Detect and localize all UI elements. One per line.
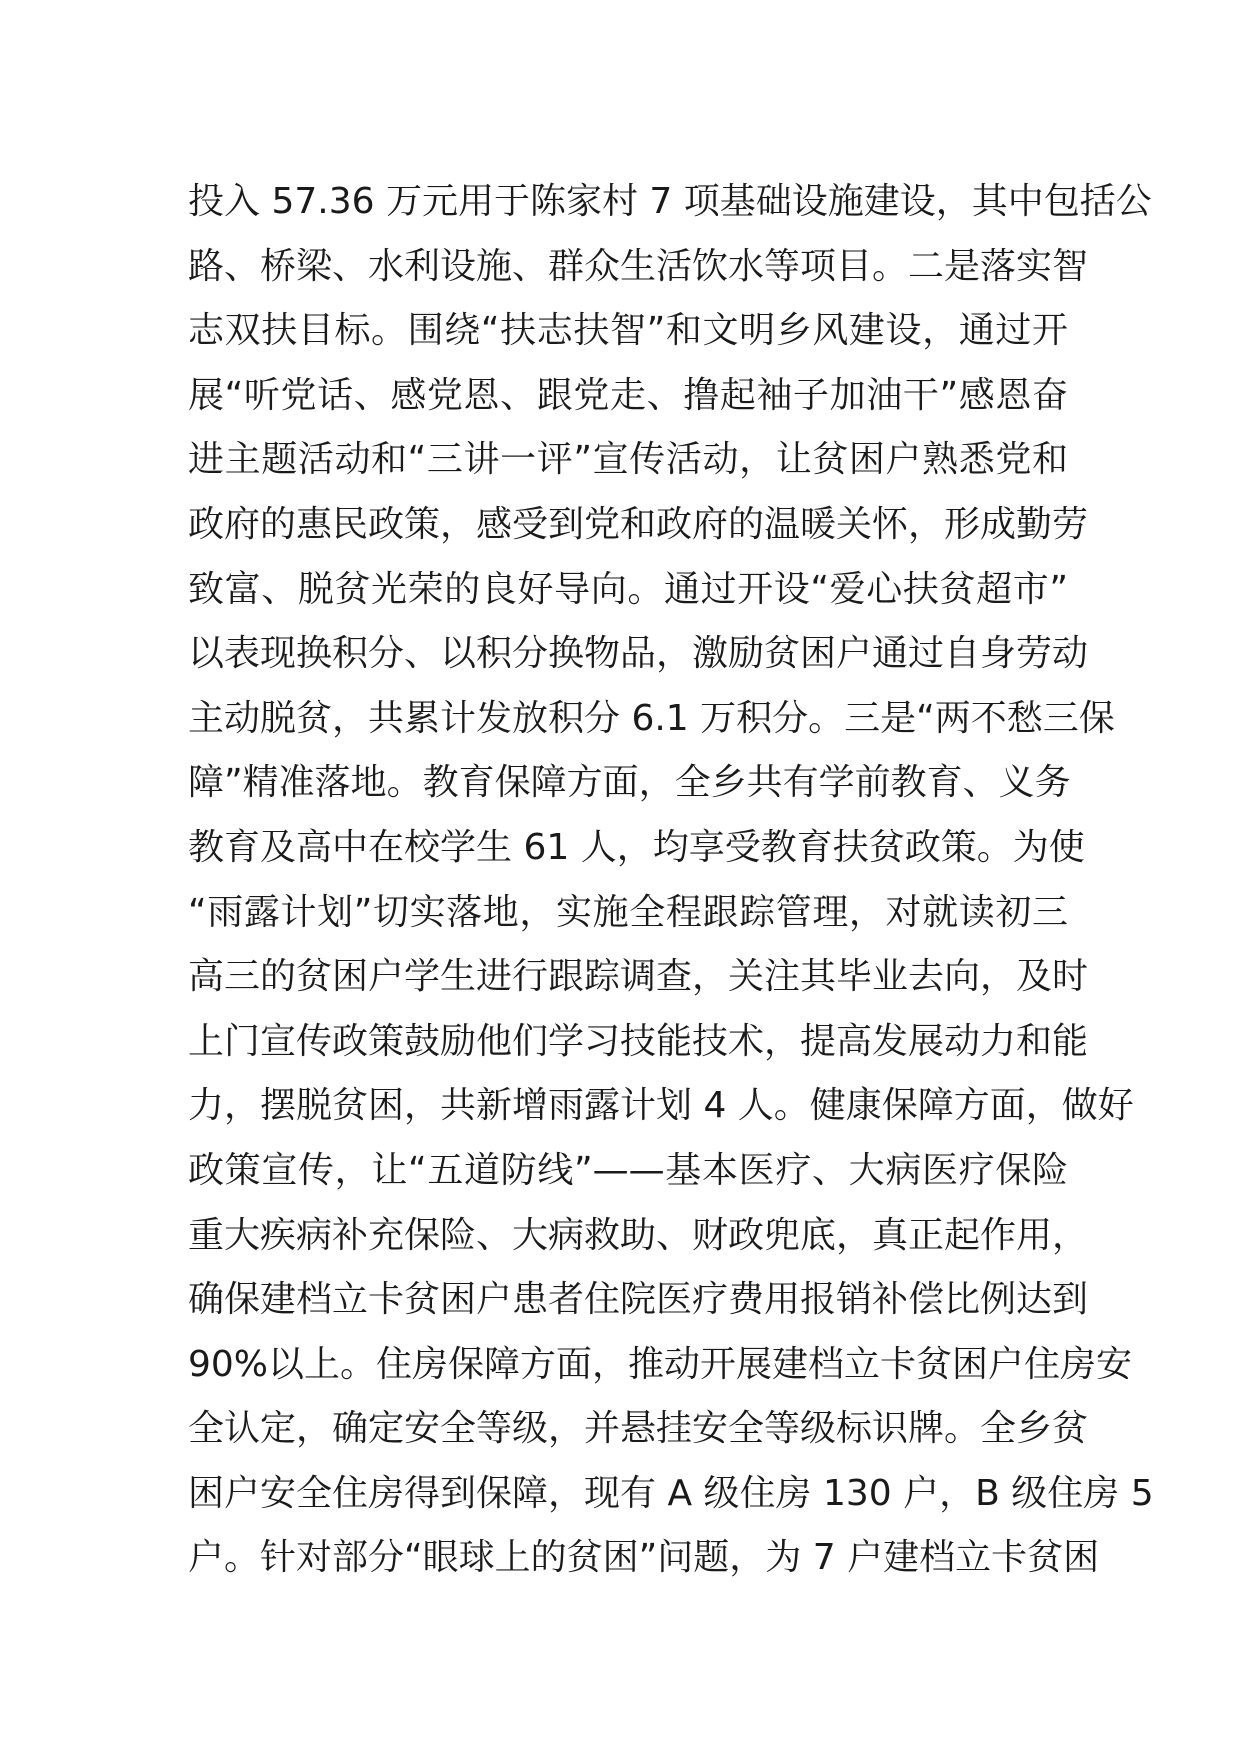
text-line-3: 志双扶目标。围绕“扶志扶智”和文明乡风建设，通过开 <box>188 310 1068 352</box>
text-line-17: 重大疾病补充保险、大病救助、财政兜底，真正起作用， <box>188 1214 1089 1256</box>
text-line-5: 进主题活动和“三讲一评”宣传活动，让贫困户熟悉党和 <box>188 439 1068 481</box>
text-line-13: 高三的贫困户学生进行跟踪调查，关注其毕业去向，及时 <box>188 956 1089 998</box>
text-line-6: 政府的惠民政策，感受到党和政府的温暖关怀，形成勤劳 <box>188 503 1089 545</box>
text-line-9: 主动脱贫，共累计发放积分 6.1 万积分。三是“两不愁三保 <box>188 697 1115 739</box>
text-line-10: 障”精准落地。教育保障方面，全乡共有学前教育、义务 <box>188 762 1071 804</box>
text-line-7: 致富、脱贫光荣的良好导向。通过开设“爱心扶贫超市” <box>188 568 1068 610</box>
text-line-19: 90%以上。住房保障方面，推动开展建档立卡贫困户住房安 <box>188 1343 1133 1385</box>
text-line-18: 确保建档立卡贫困户患者住院医疗费用报销补偿比例达到 <box>188 1279 1089 1321</box>
text-line-20: 全认定，确定安全等级，并悬挂安全等级标识牌。全乡贫 <box>188 1408 1089 1450</box>
text-line-1: 投入 57.36 万元用于陈家村 7 项基础设施建设，其中包括公 <box>188 181 1152 222</box>
text-line-4: 展“听党话、感党恩、跟党走、撸起袖子加油干”感恩奋 <box>188 374 1068 416</box>
text-line-21: 困户安全住房得到保障，现有 A 级住房 130 户，B 级住房 5 <box>188 1472 1154 1514</box>
text-line-8: 以表现换积分、以积分换物品，激励贫困户通过自身劳动 <box>188 633 1089 675</box>
text-line-14: 上门宣传政策鼓励他们学习技能技术，提高发展动力和能 <box>188 1020 1089 1062</box>
text-line-16: 政策宣传，让“五道防线”——基本医疗、大病医疗保险 <box>188 1149 1068 1191</box>
text-line-15: 力，摆脱贫困，共新增雨露计划 4 人。健康保障方面，做好 <box>188 1085 1134 1127</box>
text-line-12: “雨露计划”切实落地，实施全程跟踪管理，对就读初三 <box>188 891 1068 933</box>
text-line-11: 教育及高中在校学生 61 人，均享受教育扶贫政策。为使 <box>188 826 1085 868</box>
text-line-2: 路、桥梁、水利设施、群众生活饮水等项目。二是落实智 <box>188 245 1089 287</box>
body-paragraph <box>188 170 1154 1591</box>
text-line-22: 户。针对部分“眼球上的贫困”问题，为 7 户建档立卡贫困 <box>188 1537 1100 1579</box>
